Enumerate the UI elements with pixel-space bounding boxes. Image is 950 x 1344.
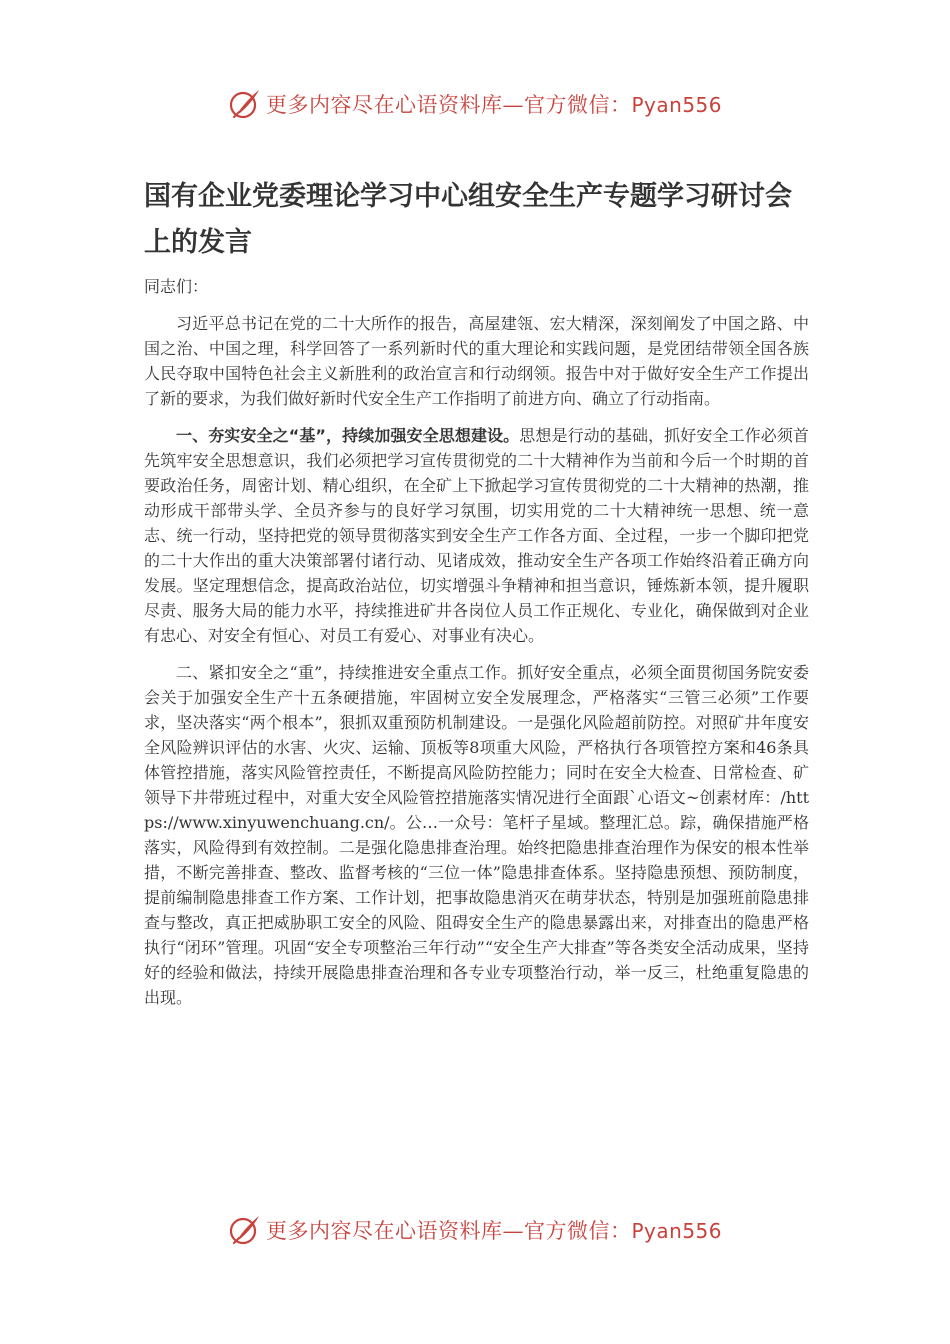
header-banner [0,84,950,124]
section-2-paragraph: 二、紧扣安全之“重”，持续推进安全重点工作。抓好安全重点，必须全面贯彻国务院安委会关于加强安全生产十五条硬措施，牢固树立安全发展理念，严格落实“三管三必须”工作要求，坚决落实“两个根本”，狠抓双重预防机制建设。一是强化风险超前防控。对照矿井年度安全风险辨识评估的水害、火灾、运输、顶板等8项重大风险，严格执行各项管控方案和46条具体管控措施，落实风险管控责任，不断提高风险防控能力；同时在安全大检查、日常检查、矿领导下井带班过程中，对重大安全风险管控措施落实情况进行全面跟`心语文~创素材库：/https://www.xinyuwenchuang.cn/。公…一众号：笔杆子星域。整理汇总。踪，确保措施严格落实，风险得到有效控制。二是强化隐患排查治理。始终把隐患排查治理作为保安的根本性举措，不断完善排查、整改、监督考核的“三位一体”隐患排查体系。坚持隐患预想、预防制度，提前编制隐患排查工作方案、工作计划，把事故隐患消灭在萌芽状态，特别是加强班前隐患排查与整改，真正把威胁职工安全的风险、阻碍安全生产的隐患暴露出来，对排查出的隐患严格执行“闭环”管理。巩固“安全专项整治三年行动”“安全生产大排查”等各类安全活动成果，坚持好的经验和做法，持续开展隐患排查治理和各专业专项整治行动，举一反三，杜绝重复隐患的出现。 [144,663,809,1007]
section-1-body: 思想是行动的基础，抓好安全工作必须首先筑牢安全思想意识，我们必须把学习宣传贯彻党的二十大精神作为当前和今后一个时期的首要政治任务，周密计划、精心组织，在全矿上下掀起学习宣传贯彻党的二十大精神的热潮，推动形成干部带头学、全员齐参与的良好学习氛围，切实用党的二十大精神统一思想、统一意志、统一行动，坚持把党的领导贯彻落实到安全生产工作各方面、全过程，一步一个脚印把党的二十大作出的重大决策部署付诸行动、见诸成效，推动安全生产各项工作始终沿着正确方向发展。坚定理想信念，提高政治站位，切实增强斗争精神和担当意识，锤炼新本领，提升履职尽责、服务大局的能力水平，持续推进矿井各岗位人员工作正规化、专业化，确保做到对企业有忠心、对安全有恒心、对员工有爱心、对事业有决心。 [144,426,809,645]
document-title: 国有企业党委理论学习中心组安全生产专题学习研讨会上的发言 [144,181,792,258]
quill-pen-logo-icon [228,1213,262,1247]
section-1-paragraph [144,423,809,648]
footer-wechat-id: Pyan556 [631,1219,722,1243]
quill-pen-logo-icon [228,87,262,121]
intro-paragraph: 习近平总书记在党的二十大所作的报告，高屋建瓴、宏大精深，深刻阐发了中国之路、中国之治、中国之理，科学回答了一系列新时代的重大理论和实践问题，是党团结带领全国各族人民夺取中国特色社会主义新胜利的政治宣言和行动纲领。报告中对于做好安全生产工作提出了新的要求，为我们做好新时代安全生产工作指明了前进方向、确立了行动指南。 [144,314,809,408]
footer-banner-text: 更多内容尽在心语资料库—官方微信：Pyan556 [265,1219,722,1243]
footer-banner [0,1210,950,1250]
document-body [144,174,809,1010]
salutation: 同志们： [144,277,209,296]
section-1-heading: 一、夯实安全之“基”，持续加强安全思想建设。 [176,426,520,445]
header-banner-text: 更多内容尽在心语资料库—官方微信：Pyan556 [265,93,722,117]
header-wechat-id: Pyan556 [631,93,722,117]
